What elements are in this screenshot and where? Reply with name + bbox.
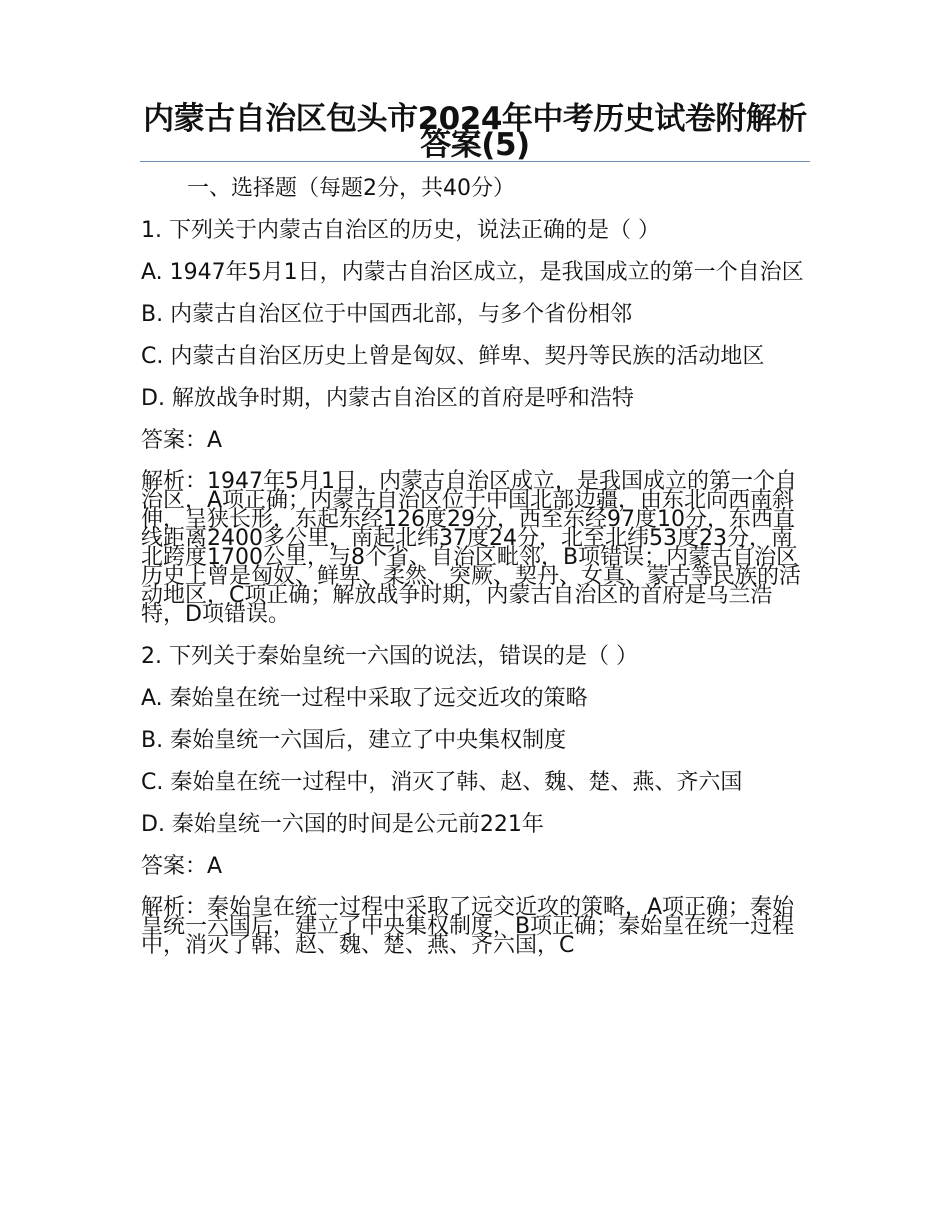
document-body (141, 178, 811, 977)
section-heading: 一、选择题（每题2分，共40分） (187, 176, 515, 201)
question-explanation: 解析：1947年5月1日，内蒙古自治区成立，是我国成立的第一个自治区，A项正确；内蒙古自治区位于中国北部边疆，由东北向西南斜伸，呈狭长形，东起东经126度29分，西至东经97度10分，东西直线距离2400多公里，南起北纬37度24分，北至北纬53度23分，南北跨度1700公里，与8个省、自治区毗邻，B项错误；内蒙古自治区历史上曾是匈奴、鲜卑、柔然、突厥、契丹、女真、蒙古等民族的活动地区，C项正确；解放战争时期，内蒙古自治区的首府是乌兰浩特，D项错误。 (141, 469, 802, 627)
question-stem: 2. 下列关于秦始皇统一六国的说法，错误的是（ ） (141, 644, 638, 669)
page-title: 内蒙古自治区包头市2024年中考历史试卷附解析答案(5) (143, 101, 807, 163)
question-option: D. 秦始皇统一六国的时间是公元前221年 (141, 812, 544, 837)
title-divider (140, 161, 810, 162)
question-option: D. 解放战争时期，内蒙古自治区的首府是呼和浩特 (141, 386, 634, 411)
question-option: B. 内蒙古自治区位于中国西北部，与多个省份相邻 (141, 302, 633, 327)
question-stem: 1. 下列关于内蒙古自治区的历史，说法正确的是（ ） (141, 218, 660, 243)
question-option: A. 秦始皇在统一过程中采取了远交近攻的策略 (141, 686, 588, 711)
question-option: B. 秦始皇统一六国后，建立了中央集权制度 (141, 728, 567, 753)
question-explanation: 解析：秦始皇在统一过程中采取了远交近攻的策略，A项正确；秦始皇统一六国后，建立了中央集权制度，B项正确；秦始皇在统一过程中，消灭了韩、赵、魏、楚、燕、齐六国，C (141, 895, 795, 958)
question-answer: 答案：A (141, 428, 223, 453)
question-option: C. 秦始皇在统一过程中，消灭了韩、赵、魏、楚、燕、齐六国 (141, 770, 743, 795)
question-answer: 答案：A (141, 854, 223, 879)
question-option: A. 1947年5月1日，内蒙古自治区成立，是我国成立的第一个自治区 (141, 260, 804, 285)
question-option: C. 内蒙古自治区历史上曾是匈奴、鲜卑、契丹等民族的活动地区 (141, 344, 765, 369)
